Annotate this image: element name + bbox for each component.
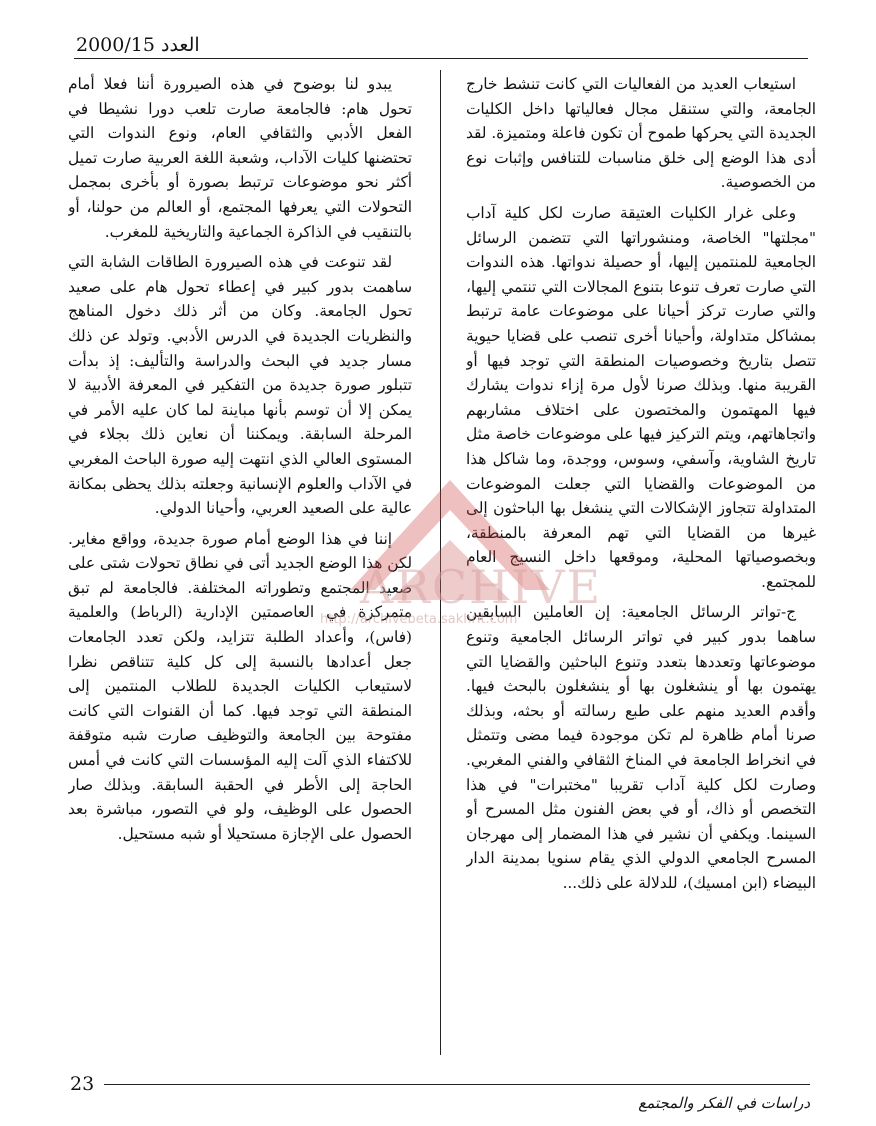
paragraph: ج-تواتر الرسائل الجامعية: إن العاملين السابقين ساهما بدور كبير في تواتر الرسائل الجامعية وتنوع موضوعاتها وتعددها بتعدد وتنوع الباحثين والقضايا التي يهتمون بها أو ينشغلون بها أو ينشغلون بالبحث فيها. وأقدم العديد منهم على طبع رسالته أو بحثه، وبذلك صرنا أمام ظاهرة لم تكن موجودة فيما مضى وتتمثل في انخراط الجامعة في المناخ الثقافي والفني المغربي. وصارت لكل كلية آداب تقريبا "مختبرات" في هذا التخصص أو ذاك، أو في بعض الفنون مثل المسرح أو السينما. ويكفي أن نشير في هذا المضمار إلى مهرجان المسرح الجامعي الدولي الذي يقام سنويا بمدينة الدار البيضاء (ابن امسيك)، للدلالة على ذلك... xyxy=(466,603,816,892)
column-right xyxy=(466,72,816,1062)
paragraph: لقد تنوعت في هذه الصيرورة الطاقات الشابة التي ساهمت بدور كبير في إعطاء تحول هام على صعيد تحول الجامعة. وكان من أثر ذلك دخول المناهج والنظريات الجديدة في الدرس الأدبي. وتولد عن ذلك مسار جديد في البحث والدراسة والتأليف: إذ بدأت تتبلور صورة جديدة من التفكير في المعرفة الأدبية لا يمكن إلا أن توسم بأنها مباينة لما كان عليه الأمر في المرحلة السابقة. ويمكننا أن نعاين ذلك بجلاء في المستوى العالي الذي انتهت إليه صورة الباحث المغربي في الآداب والعلوم الإنسانية وجعلته بذلك يحظى بمكانة عالية على الصعيد العربي، وأحيانا الدولي. xyxy=(68,253,412,518)
column-left xyxy=(68,72,412,1062)
page-header xyxy=(74,34,808,59)
footer-rule xyxy=(104,1084,810,1085)
page-number: 23 xyxy=(70,1073,95,1095)
paragraph: استيعاب العديد من الفعاليات التي كانت تنشط خارج الجامعة، والتي ستنقل مجال فعالياتها داخل الكليات الجديدة التي يحركها طموح أن تكون فاعلة ومتميزة. لقد أدى هذا الوضع إلى خلق مناسبات للتنافس وإثبات نوع من الخصوصية. xyxy=(466,75,816,192)
paragraph: وعلى غرار الكليات العتيقة صارت لكل كلية آداب "مجلتها" الخاصة، ومنشوراتها التي تتضمن الرسائل الجامعية للمنتمين إليها، أو حصيلة ندواتها. هذه الندوات التي صارت تعرف تنوعا بتنوع المجالات التي تنتمي إليها، والتي صارت تركز أحيانا على موضوعات عامة ترتبط بمشاكل متداولة، وأحيانا أخرى تنصب على قضايا حيوية تتصل بتاريخ وخصوصيات المنطقة التي توجد فيها أو القريبة منها. وبذلك صرنا لأول مرة إزاء ندوات يشارك فيها المهتمون والمختصون على اختلاف مشاربهم واتجاهاتهم، ويتم التركيز فيها على موضوعات خاصة مثل تاريخ الشاوية، وآسفي، وسوس، ووجدة، وما شاكل هذا من الموضوعات والقضايا التي جعلت الموضوعات المتداولة تتجاوز الإشكالات التي ينشغل بها الباحثون إلى غيرها من القضايا التي تهم المعرفة بالمنطقة، وبخصوصياتها المحلية، وموقعها داخل النسيج العام للمجتمع. xyxy=(466,203,816,591)
watermark-text: ARCHIVE xyxy=(360,560,603,614)
issue-number: العدد 2000/15 xyxy=(76,34,200,56)
column-divider xyxy=(440,70,441,1055)
watermark-url: http://archivebeta.sakhrit.com xyxy=(320,612,518,627)
journal-title: دراسات في الفكر والمجتمع xyxy=(638,1094,810,1112)
paragraph: إننا في هذا الوضع أمام صورة جديدة، وواقع مغاير. لكن هذا الوضع الجديد أتى في نطاق تحولات شتى على صعيد المجتمع وتطوراته المختلفة. فالجامعة لم تبق متمركزة في العاصمتين الإدارية (الرباط) والعلمية (فاس)، وأعداد الطلبة تتزايد، ولكن تعدد الجامعات جعل أعدادها بالنسبة إلى كل كلية تتناقص نظرا لاستيعاب الكليات الجديدة للطلاب المنتمين إلى المنطقة التي توجد فيها. كما أن القنوات التي كانت مفتوحة بين الجامعة والتوظيف صارت شبه متوقفة للاكتفاء الذي آلت إليه المؤسسات التي كانت في أمس الحاجة إلى الأطر في الحقبة السابقة. وبذلك صار الحصول على الوظيف، ولو في التصور، مباشرة بعد الحصول على الإجازة مستحيلا أو شبه مستحيل. xyxy=(68,529,412,843)
paragraph: يبدو لنا بوضوح في هذه الصيرورة أننا فعلا أمام تحول هام: فالجامعة صارت تلعب دورا نشيطا في الفعل الأدبي والثقافي العام، ونوع الندوات التي تحتضنها كليات الآداب، وشعبة اللغة العربية صارت تميل أكثر نحو موضوعات ترتبط بصورة أو بأخرى بمجمل التحولات التي يعرفها المجتمع، أو العالم من حولنا، أو بالتنقيب في الذاكرة الجماعية والتاريخية للمغرب. xyxy=(68,75,412,241)
